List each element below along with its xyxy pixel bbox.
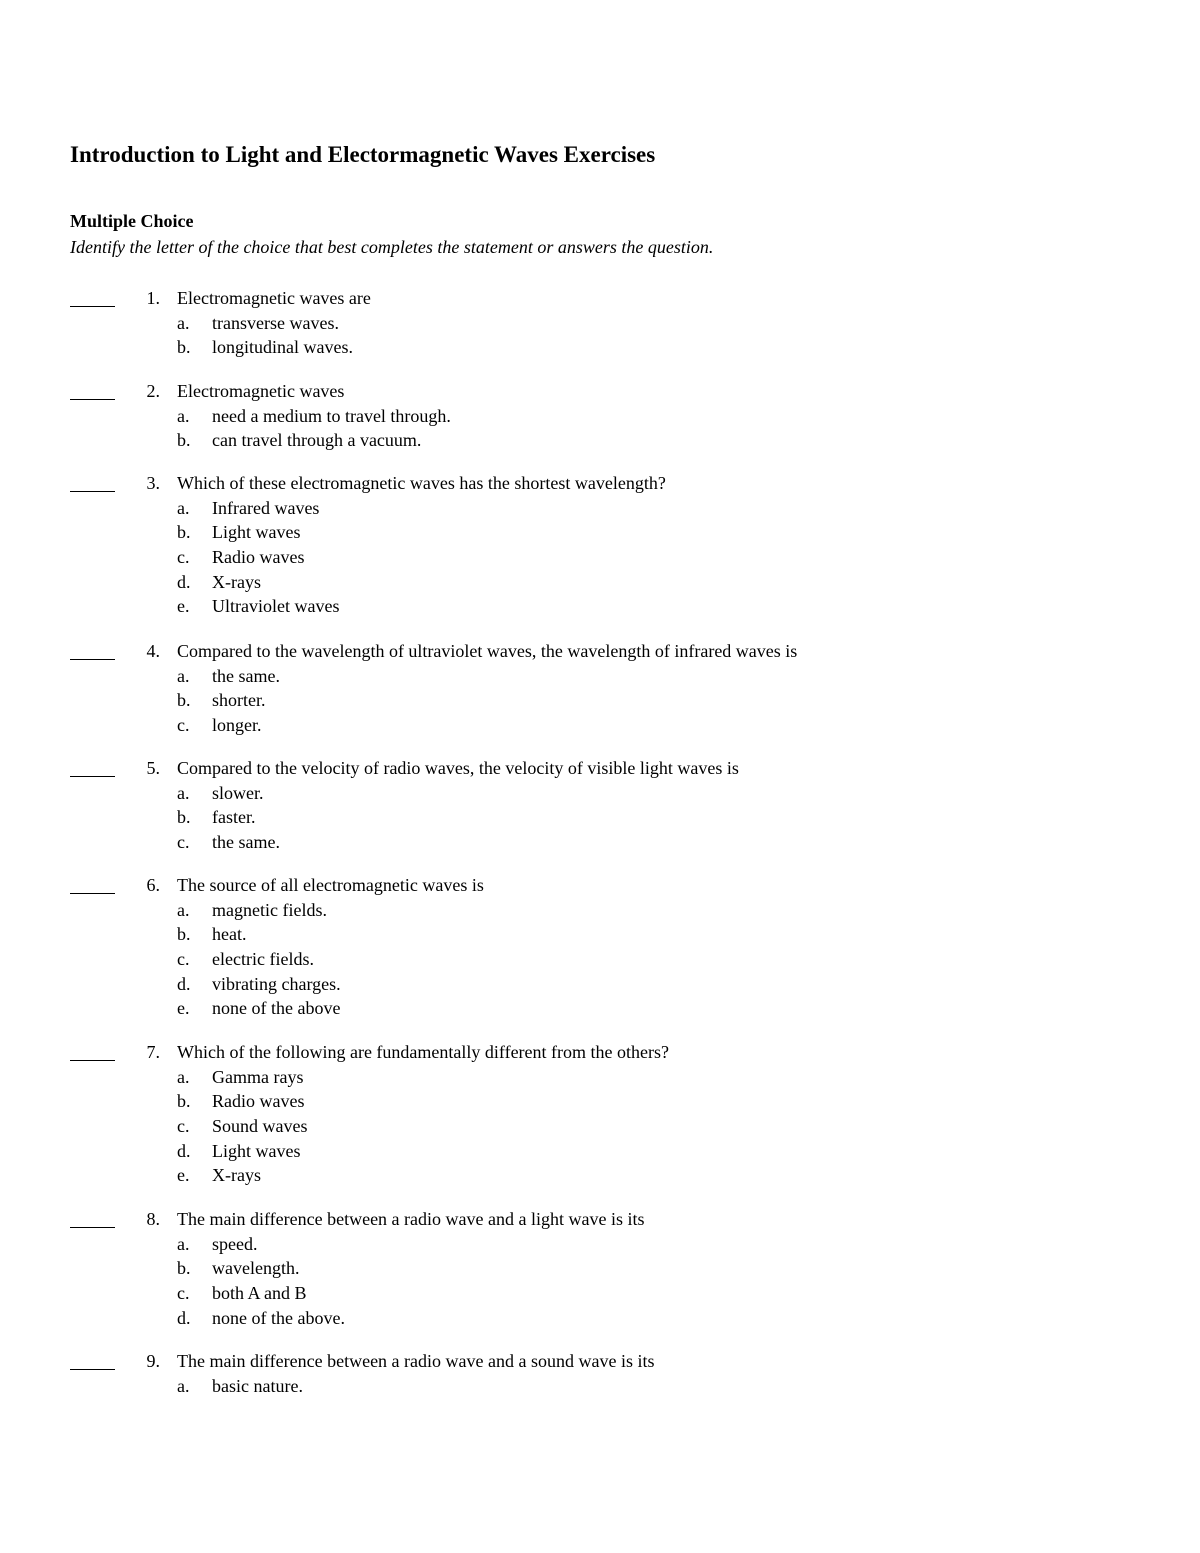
choice-letter: a. (177, 1375, 190, 1396)
answer-choice (0, 311, 1200, 335)
answer-blank[interactable] (70, 659, 115, 660)
question-5 (0, 756, 1200, 858)
choice-text: speed. (212, 1233, 258, 1254)
choice-text: slower. (212, 782, 264, 803)
choice-text: Light waves (212, 522, 301, 543)
choice-letter: b. (177, 807, 191, 828)
question-3 (0, 471, 1200, 623)
choice-letter: a. (177, 665, 190, 686)
choice-letter: d. (177, 1307, 191, 1328)
choice-letter: c. (177, 714, 190, 735)
choice-letter: b. (177, 1091, 191, 1112)
page-title: Introduction to Light and Electormagnetic Waves Exercises (70, 142, 656, 167)
answer-choice (0, 428, 1200, 452)
choice-letter: c. (177, 831, 190, 852)
section-heading: Multiple Choice (70, 211, 194, 231)
answer-choice (0, 1374, 1200, 1398)
choice-letter: b. (177, 1258, 191, 1279)
choice-text: vibrating charges. (212, 973, 341, 994)
choice-text: Radio waves (212, 546, 305, 567)
choice-text: the same. (212, 665, 280, 686)
question-1 (0, 286, 1200, 363)
choice-letter: c. (177, 948, 190, 969)
question-number: 8. (146, 1209, 160, 1229)
choice-letter: b. (177, 337, 191, 358)
answer-choice (0, 1281, 1200, 1305)
answer-choice (0, 664, 1200, 688)
choice-text: basic nature. (212, 1375, 303, 1396)
choice-letter: c. (177, 546, 190, 567)
question-number: 3. (146, 473, 160, 493)
answer-choice (0, 1065, 1200, 1089)
choice-text: Ultraviolet waves (212, 596, 340, 617)
answer-choice (0, 688, 1200, 712)
question-text: Electromagnetic waves (177, 381, 345, 401)
question-number: 1. (146, 288, 160, 308)
choice-text: faster. (212, 807, 256, 828)
answer-choice (0, 520, 1200, 544)
answer-choice (0, 781, 1200, 805)
choice-letter: b. (177, 690, 191, 711)
choice-text: can travel through a vacuum. (212, 430, 422, 451)
choice-letter: a. (177, 497, 190, 518)
choice-letter: d. (177, 571, 191, 592)
question-text: Compared to the wavelength of ultraviolet waves, the wavelength of infrared waves is (177, 641, 798, 661)
choice-text: Gamma rays (212, 1066, 304, 1087)
question-2 (0, 379, 1200, 456)
answer-blank[interactable] (70, 1227, 115, 1228)
answer-choice (0, 1114, 1200, 1138)
question-text: The main difference between a radio wave and a light wave is its (177, 1209, 645, 1229)
answer-choice (0, 545, 1200, 569)
choice-letter: b. (177, 430, 191, 451)
choice-text: heat. (212, 924, 247, 945)
answer-choice (0, 570, 1200, 594)
answer-choice (0, 947, 1200, 971)
choice-text: electric fields. (212, 948, 314, 969)
answer-choice (0, 404, 1200, 428)
choice-text: Radio waves (212, 1091, 305, 1112)
question-9 (0, 1349, 1200, 1402)
answer-blank[interactable] (70, 491, 115, 492)
answer-blank[interactable] (70, 893, 115, 894)
answer-choice (0, 972, 1200, 996)
question-number: 5. (146, 758, 160, 778)
choice-text: need a medium to travel through. (212, 405, 451, 426)
answer-choice (0, 805, 1200, 829)
choice-letter: d. (177, 1140, 191, 1161)
answer-choice (0, 1306, 1200, 1330)
answer-choice (0, 1089, 1200, 1113)
answer-choice (0, 830, 1200, 854)
choice-text: Light waves (212, 1140, 301, 1161)
answer-blank[interactable] (70, 1060, 115, 1061)
choice-text: longitudinal waves. (212, 337, 353, 358)
question-text: Compared to the velocity of radio waves, the velocity of visible light waves is (177, 758, 739, 778)
answer-choice (0, 996, 1200, 1020)
answer-blank[interactable] (70, 306, 115, 307)
choice-text: none of the above (212, 998, 341, 1019)
choice-letter: a. (177, 312, 190, 333)
question-7 (0, 1040, 1200, 1192)
choice-text: Sound waves (212, 1115, 308, 1136)
choice-text: magnetic fields. (212, 899, 327, 920)
answer-blank[interactable] (70, 399, 115, 400)
question-text: The main difference between a radio wave and a sound wave is its (177, 1351, 655, 1371)
instructions: Identify the letter of the choice that best completes the statement or answers the question. (70, 237, 714, 257)
question-text: Which of these electromagnetic waves has the shortest wavelength? (177, 473, 666, 493)
question-8 (0, 1207, 1200, 1334)
question-number: 4. (146, 641, 160, 661)
choice-text: both A and B (212, 1282, 307, 1303)
question-number: 2. (146, 381, 160, 401)
answer-choice (0, 1256, 1200, 1280)
question-text: The source of all electromagnetic waves is (177, 875, 484, 895)
answer-choice (0, 335, 1200, 359)
answer-choice (0, 1139, 1200, 1163)
question-6 (0, 873, 1200, 1025)
choice-text: wavelength. (212, 1258, 300, 1279)
question-text: Which of the following are fundamentally different from the others? (177, 1042, 669, 1062)
answer-choice (0, 713, 1200, 737)
choice-letter: e. (177, 998, 190, 1019)
choice-letter: b. (177, 924, 191, 945)
choice-letter: a. (177, 782, 190, 803)
answer-choice (0, 1232, 1200, 1256)
choice-letter: a. (177, 405, 190, 426)
answer-choice (0, 1163, 1200, 1187)
answer-blank[interactable] (70, 776, 115, 777)
choice-letter: c. (177, 1115, 190, 1136)
answer-blank[interactable] (70, 1369, 115, 1370)
question-number: 7. (146, 1042, 160, 1062)
choice-letter: d. (177, 973, 191, 994)
choice-text: transverse waves. (212, 312, 339, 333)
choice-text: longer. (212, 714, 262, 735)
choice-letter: c. (177, 1282, 190, 1303)
question-4 (0, 639, 1200, 741)
choice-text: Infrared waves (212, 497, 320, 518)
answer-choice (0, 496, 1200, 520)
question-number: 6. (146, 875, 160, 895)
answer-choice (0, 922, 1200, 946)
choice-text: X-rays (212, 1165, 261, 1186)
choice-letter: e. (177, 596, 190, 617)
answer-choice (0, 898, 1200, 922)
choice-letter: e. (177, 1165, 190, 1186)
question-text: Electromagnetic waves are (177, 288, 371, 308)
choice-letter: a. (177, 1066, 190, 1087)
choice-letter: a. (177, 899, 190, 920)
question-number: 9. (146, 1351, 160, 1371)
choice-text: X-rays (212, 571, 261, 592)
choice-letter: b. (177, 522, 191, 543)
choice-text: the same. (212, 831, 280, 852)
answer-choice (0, 594, 1200, 618)
choice-letter: a. (177, 1233, 190, 1254)
choice-text: none of the above. (212, 1307, 345, 1328)
choice-text: shorter. (212, 690, 266, 711)
